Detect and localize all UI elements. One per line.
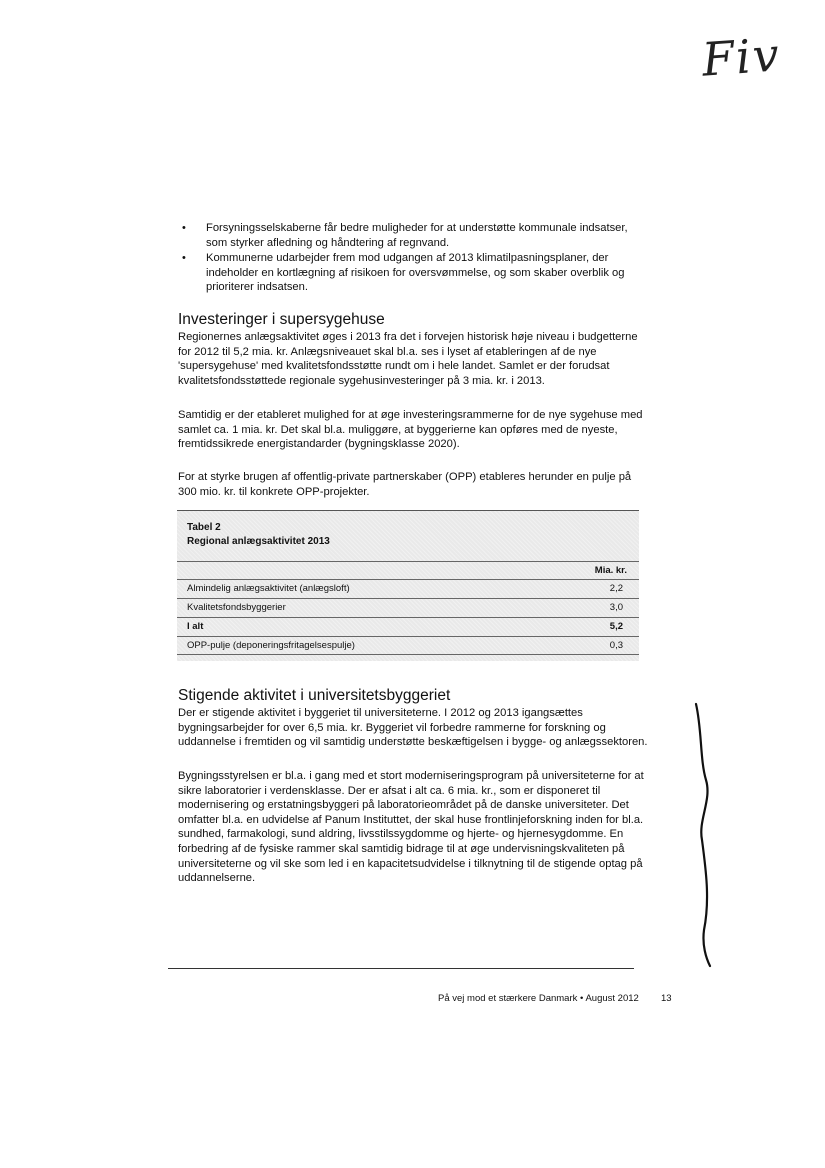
- table-title: Regional anlægsaktivitet 2013: [187, 536, 330, 547]
- paragraph: Bygningsstyrelsen er bl.a. i gang med et stort moderniseringsprogram på universiteterne for at sikre laboratorier i verdensklasse. Der er afsat i alt ca. 6 mia. kr., som er disponeret til modernisering og erstatningsbyggeri på laboratorieområdet på de danske universiteter. Det omfatter bl.a. en udvidelse af Panum Instituttet, der skal huse frontlinjeforskning inden for bl.a. sundhed, farmakologi, sund aldring, livsstilssygdomme og hjerte- og hjernesygdomme. En forbedring af de fysiske rammer skal samtidig bidrage til at øge undervisningskvaliteten på universiteterne og vil ske som led i en kapacitetsudvidelse i tilknytning til de stigende optag på uddannelserne.: [178, 770, 644, 885]
- bullet-item: • Kommunerne udarbejder frem mod udgangen af 2013 klimatilpasningsplaner, der indeholder en kortlægning af risikoen for oversvømmelse, og som skaber overblik og prioriterer indsatsen.: [180, 251, 650, 295]
- bullet-item: • Forsyningsselskaberne får bedre muligheder for at understøtte kommunale indsatser, som styrker afledning og håndtering af regnvand.: [180, 221, 650, 250]
- table-regional-anlaegsaktivitet: [177, 510, 639, 661]
- table-row: [177, 636, 639, 654]
- paragraph: For at styrke brugen af offentlig-private partnerskaber (OPP) etableres herunder en pulje på 300 mio. kr. til konkrete OPP-projekter.: [178, 471, 632, 498]
- table-row: [177, 598, 639, 616]
- page-number: 13: [661, 993, 672, 1004]
- table-row: [177, 579, 639, 597]
- table-caption: [187, 521, 330, 549]
- table-divider: [177, 654, 639, 655]
- row-value: 3,0: [609, 602, 623, 613]
- row-label: OPP-pulje (deponeringsfritagelsespulje): [187, 640, 355, 651]
- footer-rule: [168, 968, 634, 969]
- table-unit-header: Mia. kr.: [594, 565, 627, 576]
- row-value: 2,2: [609, 583, 623, 594]
- footer-text: På vej mod et stærkere Danmark • August 2012: [438, 993, 639, 1004]
- section-heading-universitetsbyggeriet: Stigende aktivitet i universitetsbyggeriet: [178, 687, 451, 704]
- bullet-list: [180, 221, 650, 296]
- row-label: I alt: [187, 621, 204, 632]
- paragraph: Regionernes anlægsaktivitet øges i 2013 fra det i forvejen historisk høje niveau i budgetterne for 2012 til 5,2 mia. kr. Anlægsniveauet skal bl.a. ses i lyset af etableringen af de nye 'supersygehuse' med kvalitetsfondsstøtte rundt om i hele landet. Samlet er der forudsat kvalitetsfondsstøttede regionale sygehusinvesteringer på 3 mia. kr. i 2013.: [178, 331, 638, 387]
- row-label: Kvalitetsfondsbyggerier: [187, 602, 286, 613]
- handwritten-brace: [688, 700, 728, 970]
- paragraph: Samtidig er der etableret mulighed for at øge investeringsrammerne for de nye sygehuse med samlet ca. 1 mia. kr. Det skal bl.a. muliggøre, at byggerierne kan opføres med de nyeste, fremtidssikrede energistandarder (bygningsklasse 2020).: [178, 409, 643, 451]
- table-row-total: [177, 617, 639, 635]
- row-value: 0,3: [609, 640, 623, 651]
- section-heading-supersygehuse: Investeringer i supersygehuse: [178, 311, 385, 328]
- handwritten-note: Fiv: [700, 27, 783, 87]
- row-label: Almindelig anlægsaktivitet (anlægsloft): [187, 583, 350, 594]
- row-value: 5,2: [609, 621, 623, 632]
- table-number: Tabel 2: [187, 522, 221, 533]
- paragraph: Der er stigende aktivitet i byggeriet til universiteterne. I 2012 og 2013 igangsættes bygningsarbejder for over 6,5 mia. kr. Byggeriet vil forbedre rammerne for forskning og uddannelse i fremtiden og vil samtidig understøtte beskæftigelsen i bygge- og anlægssektoren.: [178, 707, 648, 749]
- table-divider: [177, 561, 639, 562]
